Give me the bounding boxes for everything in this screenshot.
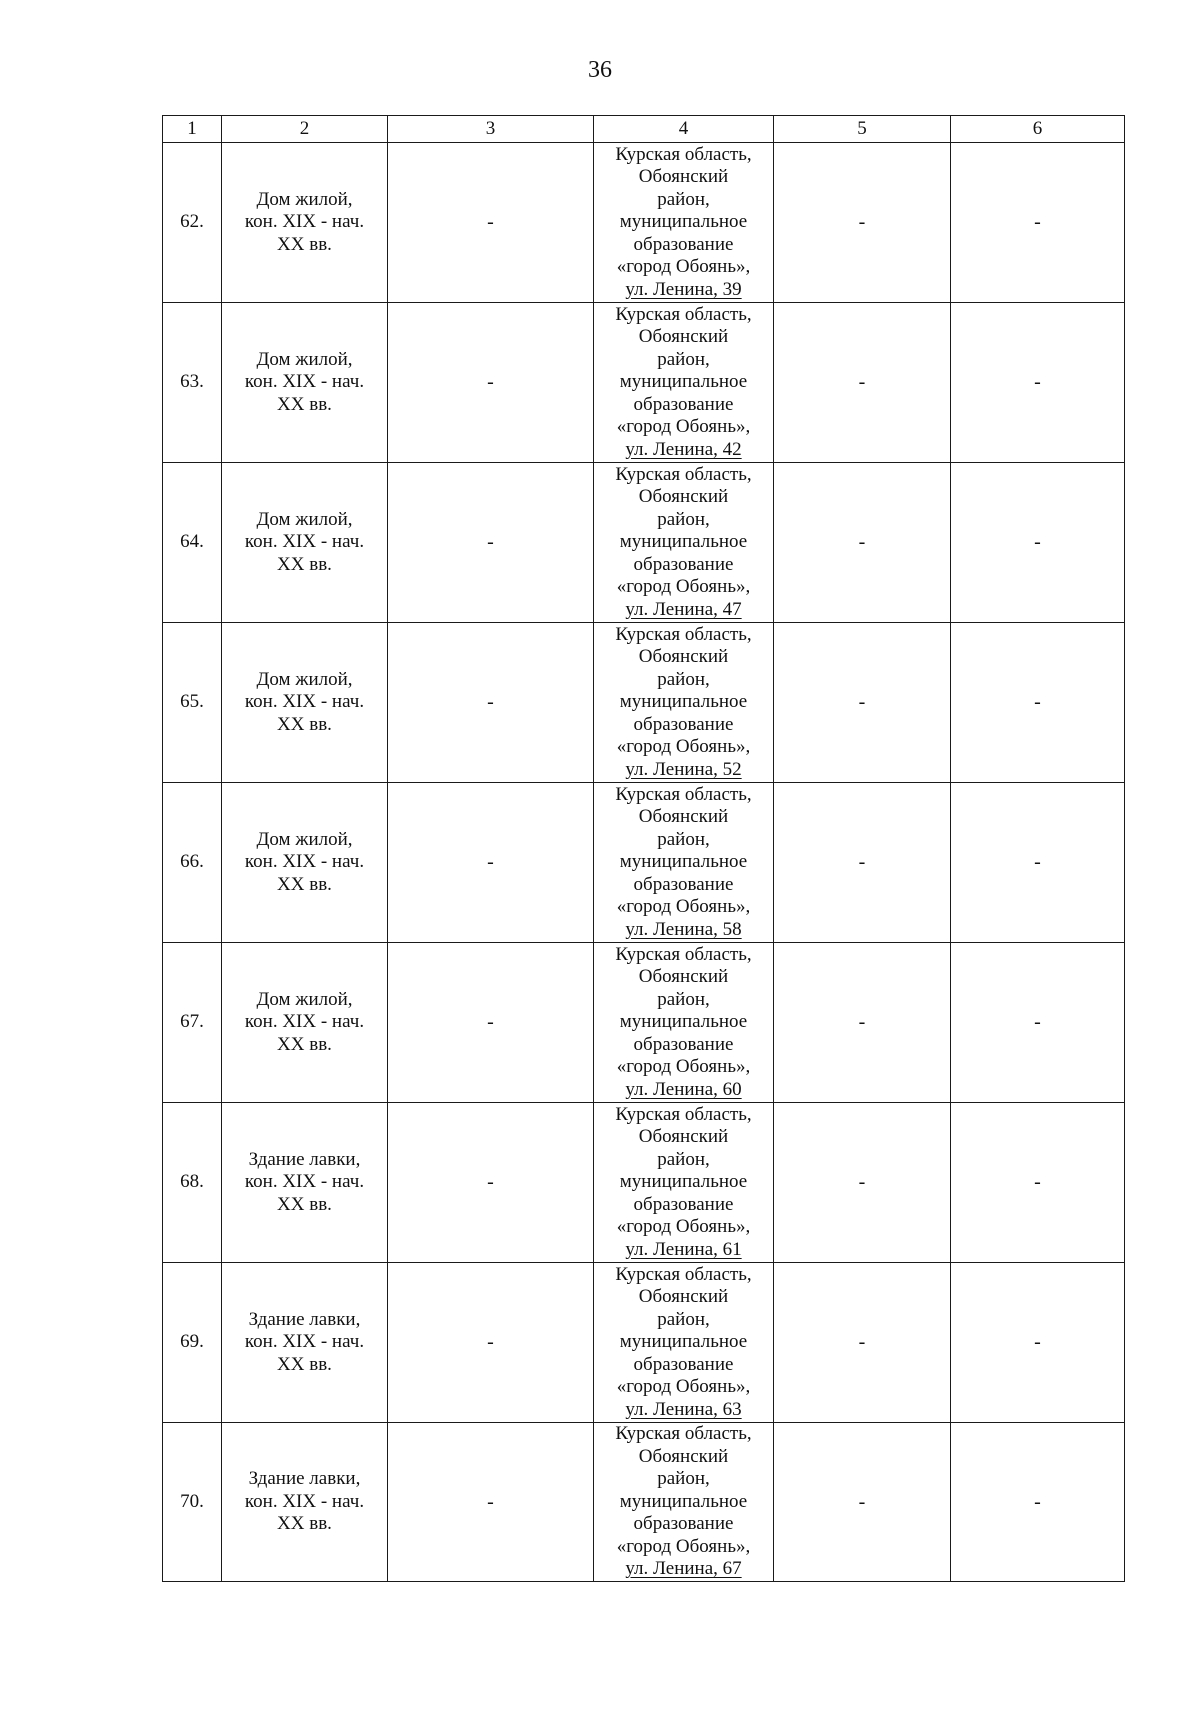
object-name-line: кон. XIX - нач.	[244, 691, 365, 713]
row-number: 68.	[163, 1103, 222, 1263]
object-name-line: кон. XIX - нач.	[244, 371, 365, 393]
object-name-cell	[222, 1423, 388, 1582]
page-number: 36	[588, 57, 612, 83]
address-line: ул. Ленина, 61	[625, 1238, 742, 1260]
address-cell	[594, 943, 774, 1103]
table-row	[163, 1423, 1125, 1582]
address-cell	[594, 143, 774, 303]
object-name-line: XX вв.	[277, 553, 332, 575]
column-6-value: -	[951, 1263, 1125, 1423]
object-name-line: XX вв.	[277, 713, 332, 735]
address-line: образование	[633, 1033, 734, 1055]
object-name-cell	[222, 463, 388, 623]
row-number: 63.	[163, 303, 222, 463]
column-header-2: 2	[222, 116, 388, 143]
address-line: образование	[633, 1193, 734, 1215]
column-5-value: -	[774, 143, 951, 303]
table-row	[163, 463, 1125, 623]
column-5-value: -	[774, 783, 951, 943]
column-5-value: -	[774, 623, 951, 783]
object-name-line: XX вв.	[277, 1513, 332, 1534]
address-line: Обоянский	[638, 326, 729, 348]
address-line: ул. Ленина, 52	[625, 758, 742, 780]
address-line: муниципальное	[619, 211, 748, 233]
address-line: муниципальное	[619, 851, 748, 873]
address-line: муниципальное	[619, 1331, 748, 1353]
column-header-3: 3	[388, 116, 594, 143]
address-line: Обоянский	[638, 166, 729, 188]
column-header-4: 4	[594, 116, 774, 143]
address-line: «город Обоянь»,	[616, 736, 751, 758]
column-header-1: 1	[163, 116, 222, 143]
address-cell	[594, 1423, 774, 1582]
address-line: ул. Ленина, 47	[625, 598, 742, 620]
address-line: муниципальное	[619, 371, 748, 393]
column-6-value: -	[951, 943, 1125, 1103]
object-name-line: XX вв.	[277, 1193, 332, 1215]
table-row	[163, 943, 1125, 1103]
object-name-line: XX вв.	[277, 873, 332, 895]
object-name-line: XX вв.	[277, 1033, 332, 1055]
table-row	[163, 783, 1125, 943]
table-row	[163, 143, 1125, 303]
address-line: «город Обоянь»,	[616, 416, 751, 438]
address-line: «город Обоянь»,	[616, 1535, 751, 1557]
row-number: 62.	[163, 143, 222, 303]
address-line: Курская область,	[615, 463, 752, 485]
object-name-cell	[222, 1103, 388, 1263]
address-line: Курская область,	[615, 303, 752, 325]
row-number: 69.	[163, 1263, 222, 1423]
object-name-cell	[222, 783, 388, 943]
object-name-line: кон. XIX - нач.	[244, 851, 365, 873]
object-name-line: XX вв.	[277, 393, 332, 415]
address-line: Обоянский	[638, 1286, 729, 1308]
column-5-value: -	[774, 1263, 951, 1423]
object-name-line: кон. XIX - нач.	[244, 531, 365, 553]
column-5-value: -	[774, 303, 951, 463]
address-line: район,	[657, 668, 710, 690]
address-line: муниципальное	[619, 691, 748, 713]
table-header-row	[163, 116, 1125, 143]
object-name-cell	[222, 623, 388, 783]
address-line: ул. Ленина, 39	[625, 278, 742, 300]
address-line: район,	[657, 828, 710, 850]
address-line: «город Обоянь»,	[616, 1056, 751, 1078]
address-line: муниципальное	[619, 1490, 748, 1512]
row-number: 65.	[163, 623, 222, 783]
address-line: ул. Ленина, 58	[625, 918, 742, 940]
address-line: Обоянский	[638, 1126, 729, 1148]
column-5-value: -	[774, 463, 951, 623]
row-number: 64.	[163, 463, 222, 623]
object-name-line: Дом жилой,	[256, 828, 353, 850]
table-row	[163, 303, 1125, 463]
object-name-line: Здание лавки,	[248, 1148, 361, 1170]
object-name-line: Дом жилой,	[256, 988, 353, 1010]
address-line: Курская область,	[615, 783, 752, 805]
address-line: Курская область,	[615, 623, 752, 645]
row-number: 66.	[163, 783, 222, 943]
address-line: «город Обоянь»,	[616, 256, 751, 278]
column-5-value: -	[774, 1103, 951, 1263]
address-line: ул. Ленина, 60	[625, 1078, 742, 1100]
column-6-value: -	[951, 1103, 1125, 1263]
object-name-line: Дом жилой,	[256, 668, 353, 690]
address-line: муниципальное	[619, 531, 748, 553]
table-row	[163, 1103, 1125, 1263]
address-line: муниципальное	[619, 1011, 748, 1033]
column-5-value: -	[774, 943, 951, 1103]
address-cell	[594, 783, 774, 943]
address-line: образование	[633, 873, 734, 895]
column-6-value: -	[951, 623, 1125, 783]
object-name-line: XX вв.	[277, 233, 332, 255]
address-line: образование	[633, 233, 734, 255]
address-line: район,	[657, 1468, 710, 1489]
column-6-value: -	[951, 143, 1125, 303]
column-3-value: -	[388, 463, 594, 623]
address-line: образование	[633, 713, 734, 735]
address-line: «город Обоянь»,	[616, 1376, 751, 1398]
object-name-line: кон. XIX - нач.	[244, 1331, 365, 1353]
heritage-objects-table	[162, 115, 1125, 1582]
address-cell	[594, 303, 774, 463]
address-line: муниципальное	[619, 1171, 748, 1193]
column-6-value: -	[951, 1423, 1125, 1582]
address-line: район,	[657, 508, 710, 530]
column-3-value: -	[388, 783, 594, 943]
address-line: образование	[633, 1353, 734, 1375]
address-line: Курская область,	[615, 1423, 752, 1444]
address-line: Курская область,	[615, 143, 752, 165]
address-line: район,	[657, 348, 710, 370]
address-line: образование	[633, 1513, 734, 1534]
address-line: район,	[657, 988, 710, 1010]
object-name-line: кон. XIX - нач.	[244, 1171, 365, 1193]
column-3-value: -	[388, 1423, 594, 1582]
object-name-line: XX вв.	[277, 1353, 332, 1375]
address-cell	[594, 463, 774, 623]
object-name-line: кон. XIX - нач.	[244, 1011, 365, 1033]
object-name-line: Дом жилой,	[256, 188, 353, 210]
column-3-value: -	[388, 943, 594, 1103]
address-line: Обоянский	[638, 486, 729, 508]
object-name-cell	[222, 143, 388, 303]
column-3-value: -	[388, 1263, 594, 1423]
object-name-line: кон. XIX - нач.	[244, 1490, 365, 1512]
address-line: Обоянский	[638, 1445, 729, 1467]
address-cell	[594, 1103, 774, 1263]
address-line: Курская область,	[615, 1263, 752, 1285]
object-name-line: Здание лавки,	[248, 1468, 361, 1489]
address-line: ул. Ленина, 42	[625, 438, 742, 460]
table-row	[163, 623, 1125, 783]
table-body	[163, 143, 1125, 1582]
object-name-line: кон. XIX - нач.	[244, 211, 365, 233]
address-cell	[594, 623, 774, 783]
table-row	[163, 1263, 1125, 1423]
address-line: «город Обоянь»,	[616, 896, 751, 918]
column-3-value: -	[388, 623, 594, 783]
address-cell	[594, 1263, 774, 1423]
address-line: Курская область,	[615, 943, 752, 965]
address-line: ул. Ленина, 67	[625, 1558, 742, 1579]
address-line: образование	[633, 553, 734, 575]
object-name-cell	[222, 303, 388, 463]
object-name-cell	[222, 1263, 388, 1423]
row-number: 70.	[163, 1423, 222, 1582]
address-line: Обоянский	[638, 806, 729, 828]
address-line: образование	[633, 393, 734, 415]
column-3-value: -	[388, 143, 594, 303]
column-6-value: -	[951, 783, 1125, 943]
column-3-value: -	[388, 1103, 594, 1263]
column-6-value: -	[951, 463, 1125, 623]
address-line: ул. Ленина, 63	[625, 1398, 742, 1420]
object-name-line: Дом жилой,	[256, 348, 353, 370]
column-3-value: -	[388, 303, 594, 463]
column-6-value: -	[951, 303, 1125, 463]
address-line: «город Обоянь»,	[616, 1216, 751, 1238]
address-line: Обоянский	[638, 966, 729, 988]
column-5-value: -	[774, 1423, 951, 1582]
address-line: «город Обоянь»,	[616, 576, 751, 598]
address-line: Обоянский	[638, 646, 729, 668]
object-name-cell	[222, 943, 388, 1103]
column-header-5: 5	[774, 116, 951, 143]
address-line: район,	[657, 1148, 710, 1170]
address-line: район,	[657, 188, 710, 210]
column-header-6: 6	[951, 116, 1125, 143]
row-number: 67.	[163, 943, 222, 1103]
object-name-line: Здание лавки,	[248, 1308, 361, 1330]
address-line: район,	[657, 1308, 710, 1330]
object-name-line: Дом жилой,	[256, 508, 353, 530]
address-line: Курская область,	[615, 1103, 752, 1125]
